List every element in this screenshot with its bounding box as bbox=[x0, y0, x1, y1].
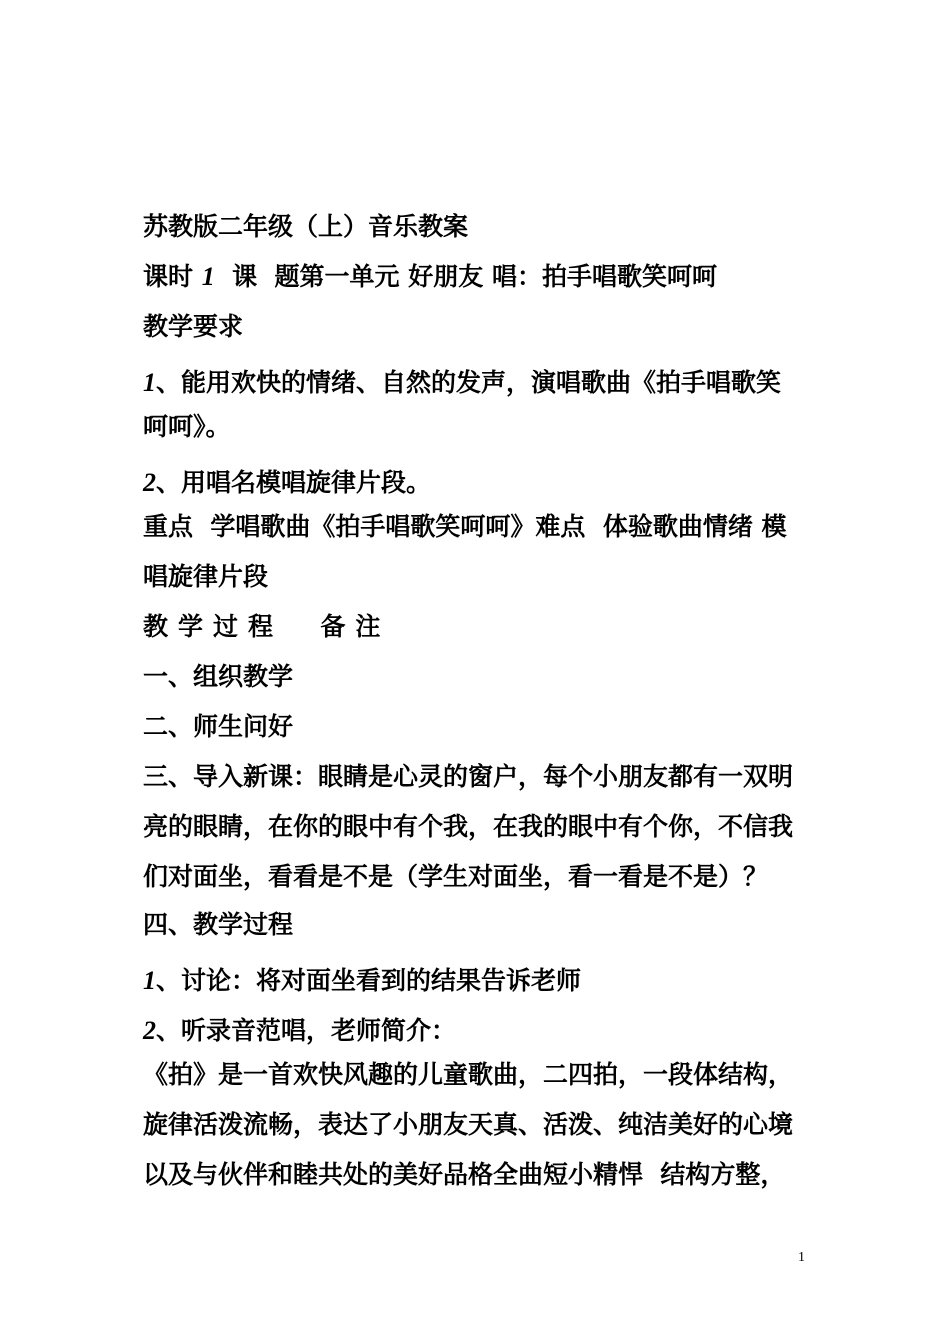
section-intro-line-1: 三、导入新课：眼睛是心灵的窗户，每个小朋友都有一双明 bbox=[143, 762, 794, 791]
requirement-1-number: 1 bbox=[143, 368, 156, 397]
song-intro-line-1: 《拍》是一首欢快风趣的儿童歌曲，二四拍，一段体结构， bbox=[143, 1060, 794, 1089]
focus-line-2: 唱旋律片段 bbox=[143, 562, 269, 591]
step-2-number: 2 bbox=[143, 1016, 156, 1045]
requirement-1-text: 、能用欢快的情绪、自然的发声，演唱歌曲《拍手唱歌笑 bbox=[156, 368, 782, 397]
section-process: 四、教学过程 bbox=[143, 910, 294, 939]
requirements-heading: 教学要求 bbox=[143, 312, 244, 341]
page-number: 1 bbox=[798, 1250, 805, 1265]
document-title: 苏教版二年级（上）音乐教案 bbox=[143, 212, 469, 241]
lesson-line bbox=[143, 260, 717, 294]
song-intro-line-2: 旋律活泼流畅，表达了小朋友天真、活泼、纯洁美好的心境 bbox=[143, 1110, 794, 1139]
lesson-prefix: 课时 bbox=[143, 262, 202, 291]
section-intro-line-2: 亮的眼睛，在你的眼中有个我，在我的眼中有个你，不信我 bbox=[143, 812, 794, 841]
section-intro-line-3: 们对面坐，看看是不是（学生对面坐，看一看是不是）？ bbox=[143, 862, 769, 891]
focus-line-1: 重点 学唱歌曲《拍手唱歌笑呵呵》难点 体验歌曲情绪 模 bbox=[143, 512, 787, 541]
song-intro-line-3: 以及与伙伴和睦共处的美好品格全曲短小精悍 结构方整， bbox=[143, 1160, 786, 1189]
section-organize: 一、组织教学 bbox=[143, 662, 294, 691]
step-2-text: 、听录音范唱，老师简介： bbox=[156, 1016, 457, 1045]
requirement-1 bbox=[143, 366, 781, 400]
step-1-number: 1 bbox=[143, 966, 156, 995]
requirement-1-continued: 呵呵》。 bbox=[143, 412, 231, 441]
step-1-text: 、讨论：将对面坐看到的结果告诉老师 bbox=[156, 966, 582, 995]
requirement-2 bbox=[143, 466, 431, 500]
requirement-2-number: 2 bbox=[143, 468, 156, 497]
process-heading: 教学过程 备注 bbox=[143, 612, 391, 641]
lesson-number: 1 bbox=[201, 262, 215, 291]
section-greeting: 二、师生问好 bbox=[143, 712, 294, 741]
step-1 bbox=[143, 964, 581, 998]
lesson-topic: 课 题第一单元 好朋友 唱：拍手唱歌笑呵呵 bbox=[214, 262, 717, 291]
step-2 bbox=[143, 1014, 456, 1048]
requirement-2-text: 、用唱名模唱旋律片段。 bbox=[156, 468, 432, 497]
